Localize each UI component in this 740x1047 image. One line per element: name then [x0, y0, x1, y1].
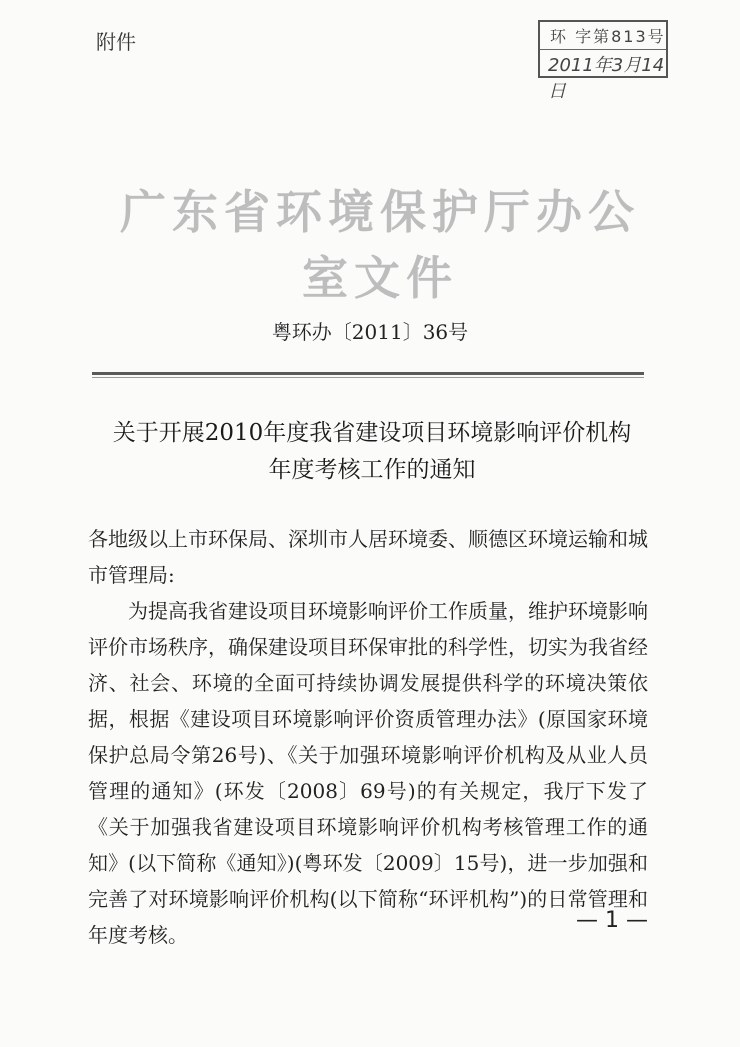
stamp-divider	[540, 49, 666, 50]
addressee: 各地级以上市环保局、深圳市人居环境委、顺德区环境运输和城市管理局:	[88, 527, 648, 587]
document-body	[88, 521, 648, 953]
header-rule-thin	[92, 377, 644, 378]
receipt-stamp	[538, 20, 668, 102]
stamp-line-1: 环 字第813号	[550, 27, 666, 46]
document-subject	[92, 415, 652, 489]
organization-header: 广东省环境保护厅办公室文件	[120, 185, 640, 305]
header-rule	[92, 372, 644, 375]
subject-line-2: 年度考核工作的通知	[268, 457, 476, 483]
body-paragraph: 为提高我省建设项目环境影响评价工作质量，维护环境影响评价市场秩序，确保建设项目环保审批的科学性，切实为我省经济、社会、环境的全面可持续协调发展提供科学的环境决策依据，根据《建设项目环境影响评价资质管理办法》(原国家环境保护总局令第26号)、《关于加强环境影响评价机构及从业人员管理的通知》(环发〔2008〕69号)的有关规定，我厅下发了《关于加强我省建设项目环境影响评价机构考核管理工作的通知》(以下简称《通知》)(粤环发〔2009〕15号)，进一步加强和完善了对环境影响评价机构(以下简称“环评机构”)的日常管理和年度考核。	[88, 599, 648, 947]
attachment-label: 附件	[96, 30, 136, 54]
page-number: — 1 —	[576, 908, 648, 933]
document-number: 粤环办〔2011〕36号	[271, 320, 469, 344]
subject-line-1: 关于开展2010年度我省建设项目环境影响评价机构	[112, 420, 632, 446]
stamp-line-2: 2011年3月14日	[548, 55, 665, 102]
